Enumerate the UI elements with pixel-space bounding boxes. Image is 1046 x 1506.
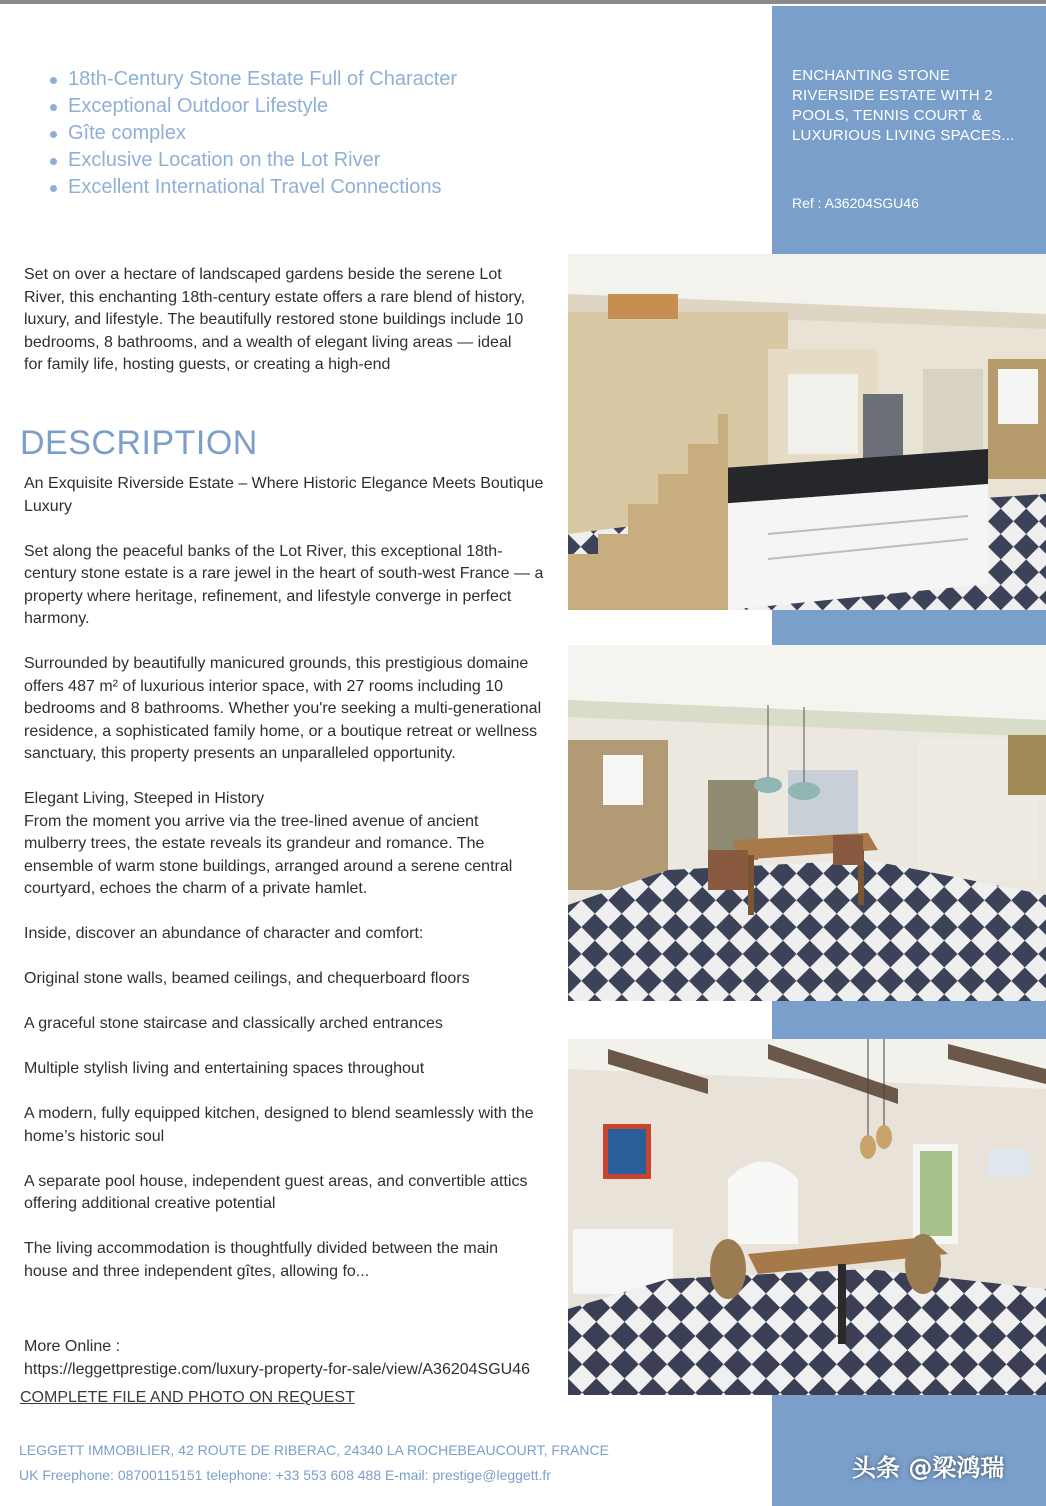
more-online-url[interactable]: https://leggettprestige.com/luxury-property-for-sale/view/A36204SGU46 [24,1360,531,1378]
agency-footer [19,1438,609,1487]
description-paragraph: From the moment you arrive via the tree-lined avenue of ancient mulberry trees, the estate reveals its grandeur and romance. The ensemble of warm stone buildings, arranged around a serene central courtyard, echoes the charm of a private hamlet. [24,812,513,897]
reference-number: Ref : A36204SGU46 [792,195,919,211]
highlight-item: Gîte complex [48,120,457,147]
description-body [24,473,544,1306]
feature-item: A graceful stone staircase and classically arched entrances [24,1015,443,1032]
top-rule [0,0,1046,4]
description-subtitle: An Exquisite Riverside Estate – Where Historic Elegance Meets Boutique Luxury [24,475,544,515]
request-file-link[interactable]: COMPLETE FILE AND PHOTO ON REQUEST [20,1389,355,1406]
description-paragraph: The living accommodation is thoughtfully divided between the main house and three independent gîtes, allowing fo... [24,1240,499,1280]
intro-paragraph: Set on over a hectare of landscaped gardens beside the serene Lot River, this enchanting 18th-century estate offers a rare blend of history, luxury, and lifestyle. The beautifully restored stone buildings include 10 bedrooms, 8 bathrooms, and a wealth of elegant living areas — ideal for family life, hosting guests, or creating a high-end [24,266,526,373]
highlight-item: Exceptional Outdoor Lifestyle [48,93,457,120]
highlight-item: Excellent International Travel Connections [48,174,457,201]
highlight-item: 18th-Century Stone Estate Full of Character [48,66,457,93]
feature-item: A separate pool house, independent guest areas, and convertible attics offering additional creative potential [24,1172,528,1212]
agency-contact: UK Freephone: 08700115151 telephone: +33 553 608 488 E-mail: prestige@leggett.fr [19,1466,551,1483]
highlight-item: Exclusive Location on the Lot River [48,147,457,174]
agency-address: LEGGETT IMMOBILIER, 42 ROUTE DE RIBERAC, 24340 LA ROCHEBEAUCOURT, FRANCE [19,1442,609,1458]
more-online [24,1336,530,1381]
dining-room-photo [568,645,1046,1001]
more-online-label: More Online : [24,1338,121,1355]
description-heading: DESCRIPTION [20,424,258,462]
description-paragraph: Surrounded by beautifully manicured grounds, this prestigious domaine offers 487 m² of luxurious interior space, with 27 rooms including 10 bedrooms and 8 bathrooms. Whether you're seeking a multi-generational residence, a sophisticated family home, or a boutique retreat or wellness sanctuary, this property presents an unparalleled opportunity. [24,655,542,762]
feature-item: Multiple stylish living and entertaining spaces throughout [24,1060,425,1077]
highlights-list [48,66,457,201]
feature-item: A modern, fully equipped kitchen, designed to blend seamlessly with the home’s historic soul [24,1105,534,1145]
kitchen-photo [568,254,1046,610]
arched-dining-photo [568,1039,1046,1395]
description-paragraph: Set along the peaceful banks of the Lot River, this exceptional 18th-century stone estate is a rare jewel in the heart of south-west France — a property where heritage, refinement, and lifestyle converge in perfect harmony. [24,542,544,627]
feature-item: Original stone walls, beamed ceilings, and chequerboard floors [24,970,470,987]
description-paragraph: Inside, discover an abundance of character and comfort: [24,925,424,942]
section-heading: Elegant Living, Steeped in History [24,790,265,807]
property-headline: ENCHANTING STONE RIVERSIDE ESTATE WITH 2 POOLS, TENNIS COURT & LUXURIOUS LIVING SPACES... [792,67,1015,144]
watermark: 头条 @梁鸿瑞 [852,1454,1005,1482]
